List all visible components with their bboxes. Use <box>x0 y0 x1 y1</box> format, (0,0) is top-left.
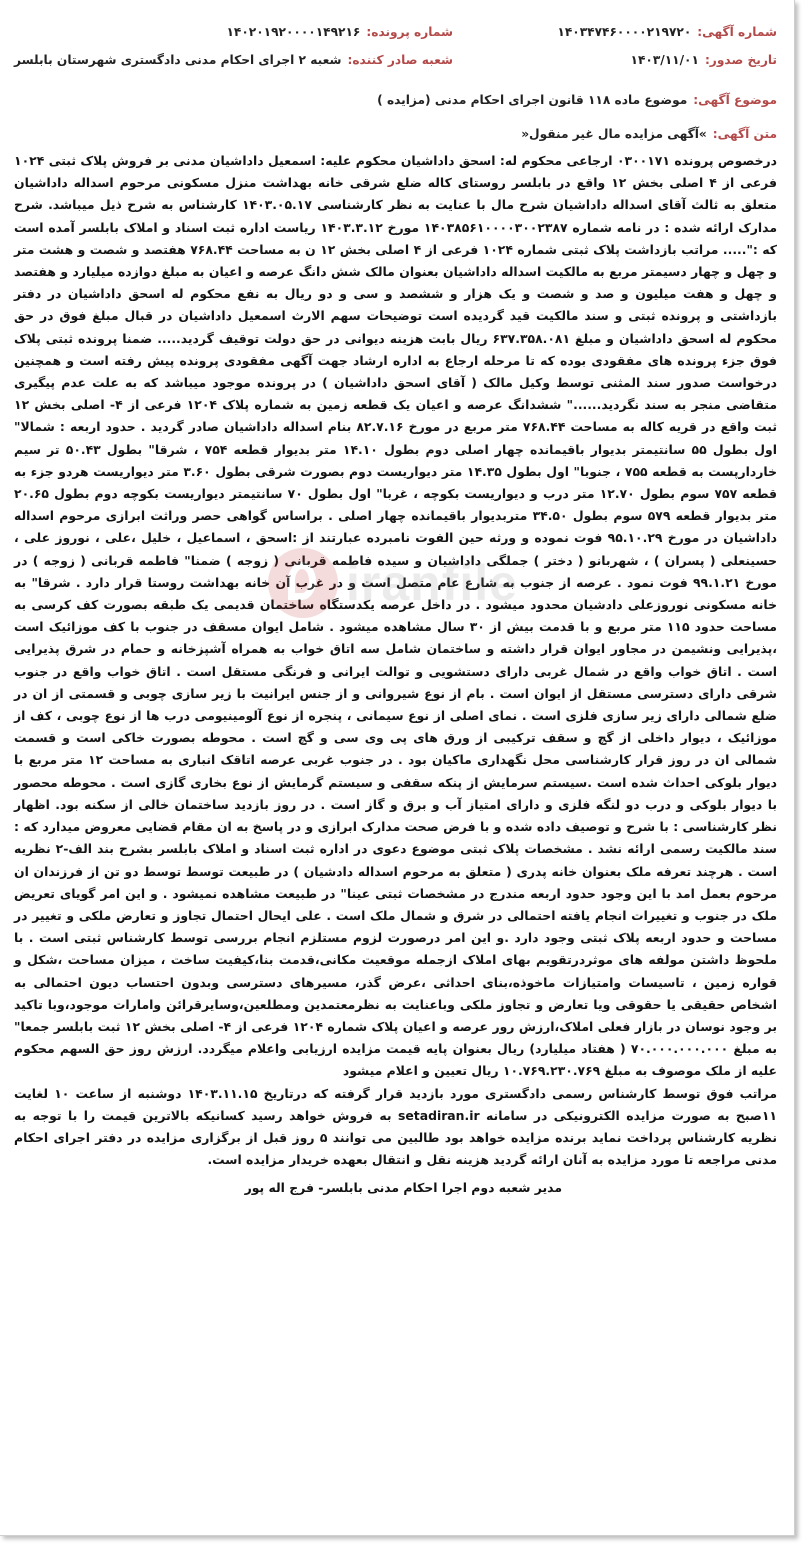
issuing-branch-label: شعبه صادر کننده: <box>347 53 453 67</box>
subject-value: موضوع ماده ۱۱۸ قانون اجرای احکام مدنی (مزایده ) <box>377 93 688 107</box>
notice-body <box>14 150 777 1171</box>
notice-text-label: متن آگهی: <box>712 127 777 141</box>
notice-text-heading <box>14 124 777 144</box>
issuing-branch <box>14 50 453 70</box>
case-number <box>14 22 453 42</box>
case-number-label: شماره پرونده: <box>366 25 453 39</box>
notice-header <box>14 22 777 70</box>
notice-headline: »آگهی مزایده مال غیر منقول« <box>521 127 707 141</box>
closing-paragraph: مراتب فوق توسط کارشناس رسمی دادگستری مورد بازدید قرار گرفته که درتاریخ ۱۴۰۳.۱۱.۱۵ دوشنبه از ساعت ۱۰ لغایت ۱۱صبح به صورت مزایده الکترونیکی در سامانه setadiran.ir به فروش خواهد رسید کسانیکه بالاترین قیمت را با توجه به نظریه کارشناس پرداخت نماید برنده مزایده خواهد بود طالبین می توانند ۵ روز قبل از برگزاری مزایده در دفتر اجرای احکام مدنی مراجعه تا مورد مزایده به آنان ارائه گردید هزینه نقل و انتقال بعهده خریدار مزایده است. <box>14 1085 777 1168</box>
watermark-text: iranfile <box>346 555 518 611</box>
subject-label: موضوع آگهی: <box>693 93 777 107</box>
body-paragraph: درخصوص پرونده ۰۳۰۰۱۷۱ ارجاعی محکوم له: اسحق داداشیان محکوم علیه: اسمعیل داداشیان مدنی بر فروش پلاک ثبتی ۱۰۲۴ فرعی از ۴ اصلی بخش ۱۲ واقع در بابلسر روستای کاله ضلع شرقی خانه بهداشت منزل مسکونی مرحوم اسداله داداشیان متعلق به ثالث آقای اسداله داداشیان شرح مال با عنایت به نظر کارشناسی ۱۴۰۳.۰۵.۱۷ کارشناس به شرح ذیل میباشد. شرح مدارک ارائه شده : در نامه شماره ۱۴۰۳۸۵۶۱۰۰۰۰۳۰۰۲۳۸۷ مورخ ۱۴۰۳.۳.۱۲ ریاست اداره ثبت اسناد و املاک بابلسر آمده است که :"..... مراتب بازداشت پلاک ثبتی شماره ۱۰۲۴ فرعی از ۴ اصلی بخش ۱۲ ن به مساحت ۷۶۸.۴۴ هفتصد و شصت و هشت متر و چهل و چهار دسیمتر مربع به مالکیت اسداله داداشیان بعنوان مالک شش دانگ عرصه و اعیان به مبلغ دوازده میلیارد و هفتصد و چهل و هفت میلیون و صد و شصت و یک هزار و ششصد و سی و دو ریال به نفع محکوم له اسحق داداشیان در دفتر بازداشتی و پرونده ثبتی و سند مالکیت قید گردیده است توضیحات سهم الارث اسمعیل داداشیان در قبال مبلغ فوق در حق محکوم له اسحق داداشیان و مبلغ ۶۳۷.۳۵۸.۰۸۱ ریال بابت هزینه دیوانی در حق دولت توقیف گردید..... ضمنا پرونده ثبتی پلاک فوق جزء پرونده های مفقودی بوده که تا مرحله ارجاع به اداره ارشاد جهت آگهی مفقودی پرونده پیش رفته است و همچنین درخواست صدور سند المثنی توسط وکیل مالک ( آقای اسحق داداشیان ) در پرونده موجود میباشد که به علت عدم پیگیری متقاضی منجر به سند نگردید......" ششدانگ عرصه و اعیان یک قطعه زمین به شماره پلاک ۱۲۰۴ فرعی از ۴- اصلی بخش ۱۲ ثبت واقع در قریه کاله به مساحت ۷۶۸.۴۴ متر مربع در مورخ ۸۲.۷.۱۶ بنام اسداله داداشیان صادر گردید . حدود اربعه : شمالا" اول بطول ۵۵ سانتیمتر بدیوار باقیمانده چهار اصلی دوم بطول ۱۴.۱۰ متر بدیوار قطعه ۷۵۴ ، شرقا" بطول ۵۰.۴۳ تر سیم خاردارپست به قطعه ۷۵۵ ، جنوبا" اول بطول ۱۴.۳۵ متر دیواریست دوم بصورت شرقی بطول ۳.۶۰ متر دیواریست هردو جزء به قطعه ۷۵۷ سوم بطول ۱۲.۷۰ متر درب و دیواریست بکوچه ، غربا" اول بطول ۷۰ سانتیمتر دیواریست بکوچه دوم بطول ۲۰.۶۵ متر بدیوار قطعه ۵۷۹ سوم بطول ۳۴.۵۰ متربدیوار باقیمانده چهار اصلی . براساس گواهی حصر وراثت ابرازی مرحوم اسداله داداشیان در مورخ ۹۵.۱۰.۲۹ فوت نموده و ورثه حین الفوت نامبرده عبارتند از :اسحق ، اسماعیل ، خلیل ،علی ، نوروز علی ، حسینعلی ( پسران ) ، شهربانو ( دختر ) جملگی داداشیان و سیده فاطمه قربانی ( زوجه ) ضمنا" فاطمه قربانی ( زوجه ) در مورخ ۹۹.۱.۲۱ فوت نمود . عرصه از جنوب به شارع عام متصل است و در غرب آن خانه بهداشت روستا قرار دارد . شرقا" به خانه مسکونی نوروزعلی دادشیان محدود میشود . در داخل عرصه یکدستگاه ساختمان قدیمی یک طبقه بصورت کف کرسی به مساحت حدود ۱۱۵ متر مربع و با قدمت بیش از ۳۰ سال مشاهده میشود . شامل ایوان مسقف در جنوب با کف موزائیک است ،پذیرایی ونشیمن در مجاور ایوان قرار داشته و ساختمان شامل سه اتاق خواب به همراه آشپزخانه و حمام در شرق پذیرایی است . اتاق خواب واقع در شمال غربی دارای دستشویی و توالت ایرانی و فرنگی مستقل است . اتاق خواب واقع در جنوب شرقی دارای دسترسی مستقل از ایوان است . بام از نوع شیروانی و از جنس ایرانیت با زیر سازی چوبی و قسمتی از ان در ضلع شمالی دارای زیر سازی فلزی است . نمای اصلی از نوع سیمانی ، پنجره از نوع آلومینیومی درب ها از نوع چوبی ، کف از موزائیک ، دیوار داخلی از گچ و سقف ترکیبی از ورق های پی وی سی و گچ است . محوطه بصورت خاکی است و قسمت شمالی ان در روز قرار کارشناسی محل نگهداری ماکیان بود . در جنوب غربی عرصه اتاقک انباری به مساحت ۱۲ متر مربع با دیوار بلوکی احداث شده است .سیستم سرمایش از پنکه سقفی و سیستم گرمایش از نوع بخاری گازی است . محوطه محصور با دیوار بلوکی و درب دو لنگه فلزی و دارای امتیاز آب و برق و گاز است . در روز بازدید ساختمان خالی از سکنه بود. اظهار نظر کارشناسی : با شرح و توصیف داده شده و با فرض صحت مدارک ابرازی و در پاسخ به ان مقام قضایی معروض میدارد که : سند مالکیت رسمی ارائه نشد . مشخصات پلاک ثبتی موضوع دعوی در اداره ثبت اسناد و املاک بابلسر بشرح بند الف-۲ نظریه است . هرچند تعرفه ملک بعنوان خانه پدری ( متعلق به مرحوم اسداله دادشیان ) در طبیعت توسط توسط دو تن از فرزندان ان مرحوم بعمل امد با این وجود حدود اربعه مندرج در مشخصات ثبتی عینا" در طبیعت مشاهده نمیشود . و این امر گویای تعریض ملک در جنوب و تغییرات انجام یافته احتمالی در شرق و شمال ملک است . علی ایحال احتمال تجاوز و تعارض ملکی و تغییر در مساحت و حدود اربعه پلاک ثبتی وجود دارد .و این امر درصورت لزوم مستلزم انجام بررسی توسط کارشناس ثبتی است . با ملحوظ داشتن مولفه های موثردرتقویم بهای املاک ازجمله موقعیت مکانی،قدمت بنا،کیفیت ساخت ، میزان مساحت ،شکل و قواره زمین ، تاسیسات وامتیازات ماخوذه،بنای احداثی ،عرض گذر، مسیرهای دسترسی وبدون احتساب دیون احتمالی به اشخاص حقیقی یا حقوقی ویا تعارض و تجاوز ملکی وباعنایت به نظرمعتمدین ومطلعین،وسایرقرائن وامارات موجود،وبا تاکید بر وجود نوسان در بازار فعلی املاک،ارزش رور عرصه و اعیان پلاک شماره ۱۲۰۴ فرعی از ۴- اصلی بخش ۱۲ ثبت بابلسر جمعا" به مبلغ ۷۰.۰۰۰.۰۰۰.۰۰۰ ( هفتاد میلیارد) ریال بعنوان پایه قیمت مزایده ارزیابی واعلام میگردد. ارزش روز حق السهم محکوم علیه از ملک موصوف به مبلغ ۱۰.۷۶۹.۲۳۰.۷۶۹ ریال تعیین و اعلام میشود <box>14 153 778 1079</box>
notice-subject <box>14 90 777 110</box>
case-number-value: ۱۴۰۲۰۱۹۲۰۰۰۰۱۴۹۲۱۶ <box>226 25 361 39</box>
signature: مدیر شعبه دوم اجرا احکام مدنی بابلسر- فرج اله پور <box>244 1180 562 1196</box>
issue-date <box>475 50 777 70</box>
issue-date-label: تاریخ صدور: <box>704 53 777 67</box>
notice-number <box>475 22 777 42</box>
notice-number-value: ۱۴۰۳۴۷۴۶۰۰۰۰۲۱۹۷۲۰ <box>557 25 692 39</box>
issue-date-value: ۱۴۰۳/۱۱/۰۱ <box>630 53 699 67</box>
notice-number-label: شماره آگهی: <box>697 25 777 39</box>
issuing-branch-value: شعبه ۲ اجرای احکام مدنی دادگستری شهرستان بابلسر <box>14 53 342 67</box>
